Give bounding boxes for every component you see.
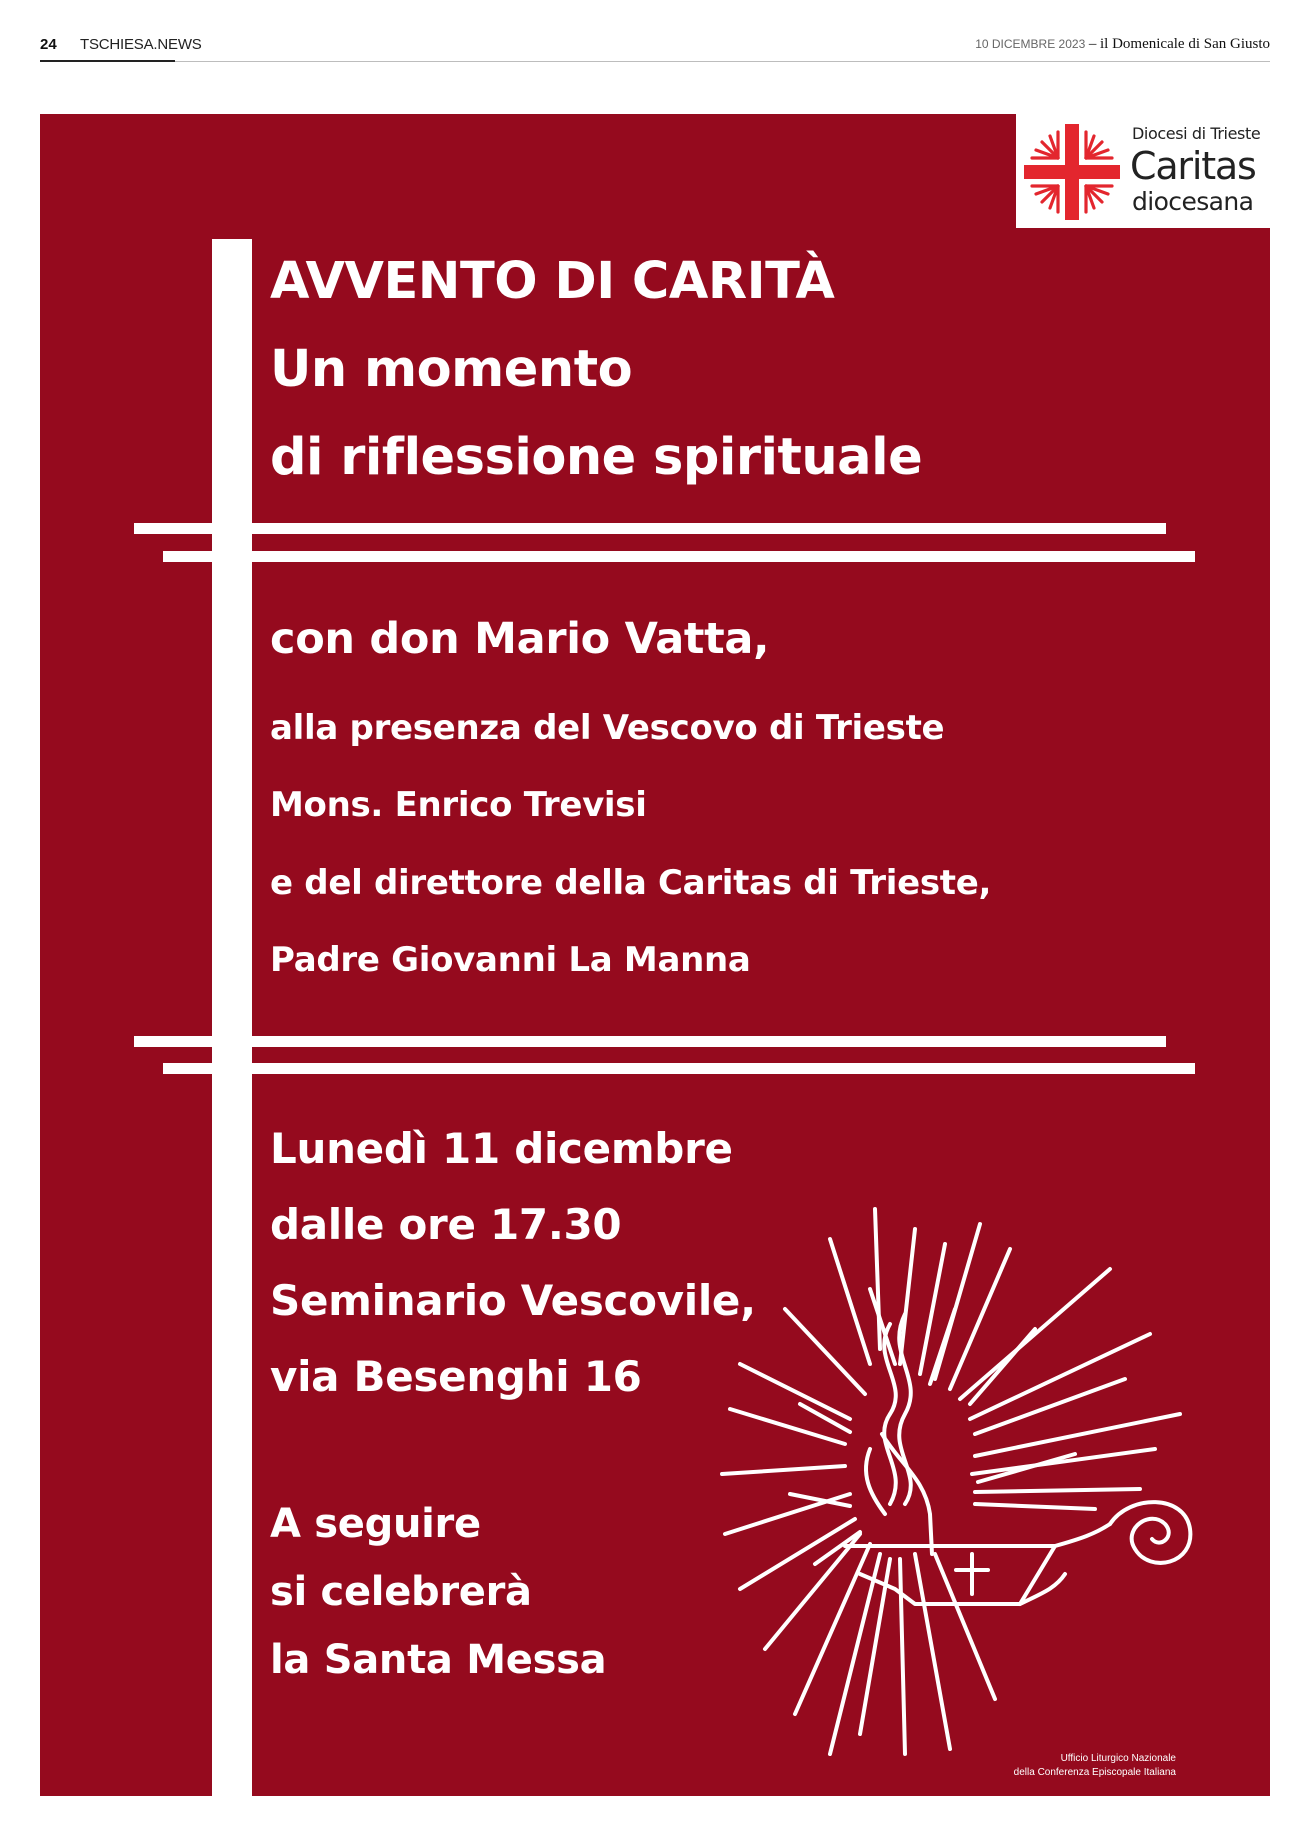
- header-divider: [40, 61, 1270, 62]
- logo-diocesana-label: diocesana: [1132, 187, 1254, 216]
- event-time: dalle ore 17.30: [270, 1200, 622, 1249]
- event-address: via Besenghi 16: [270, 1352, 642, 1401]
- poster-subtitle-line-2: di riflessione spirituale: [270, 428, 923, 487]
- guest-line: alla presenza del Vescovo di Trieste: [270, 708, 945, 748]
- poster-title: AVVENTO DI CARITÀ: [270, 252, 835, 311]
- presenter-name: con don Mario Vatta,: [270, 614, 770, 664]
- cross-vertical-bar: [212, 239, 252, 1796]
- divider-line-top-1: [134, 523, 1166, 534]
- poster-subtitle-line-1: Un momento: [270, 340, 633, 399]
- credit-line: Ufficio Liturgico Nazionale: [1060, 1753, 1176, 1764]
- divider-line-top-2: [163, 551, 1195, 562]
- header-divider-accent: [40, 60, 175, 62]
- advent-candle-icon: [710, 1194, 1270, 1774]
- logo-diocese-label: Diocesi di Trieste: [1132, 124, 1261, 143]
- publication-name: il Domenicale di San Giusto: [1100, 36, 1270, 52]
- issue-date: 10 DICEMBRE 2023: [975, 37, 1086, 51]
- divider-line-middle-2: [163, 1063, 1195, 1074]
- issue-separator: –: [1088, 36, 1097, 52]
- page-header: [40, 34, 1270, 62]
- event-venue: Seminario Vescovile,: [270, 1276, 756, 1325]
- guest-line: Mons. Enrico Trevisi: [270, 785, 647, 825]
- guest-line: e del direttore della Caritas di Trieste,: [270, 863, 992, 903]
- event-poster: [40, 114, 1270, 1796]
- follow-up-line: la Santa Messa: [270, 1637, 607, 1683]
- page-number: 24: [40, 36, 57, 53]
- credit-line: della Conferenza Episcopale Italiana: [1013, 1767, 1176, 1778]
- guest-line: Padre Giovanni La Manna: [270, 940, 751, 980]
- follow-up-line: A seguire: [270, 1501, 481, 1547]
- follow-up-line: si celebrerà: [270, 1569, 532, 1615]
- caritas-cross-icon: [1020, 120, 1124, 224]
- caritas-logo: [1016, 114, 1270, 228]
- site-name: TSCHIESA.NEWS: [80, 36, 202, 53]
- event-date: Lunedì 11 dicembre: [270, 1124, 733, 1173]
- issue-info: [975, 36, 1270, 53]
- divider-line-middle-1: [134, 1036, 1166, 1047]
- logo-caritas-label: Caritas: [1130, 144, 1256, 188]
- illustration-credit: [1014, 1752, 1176, 1780]
